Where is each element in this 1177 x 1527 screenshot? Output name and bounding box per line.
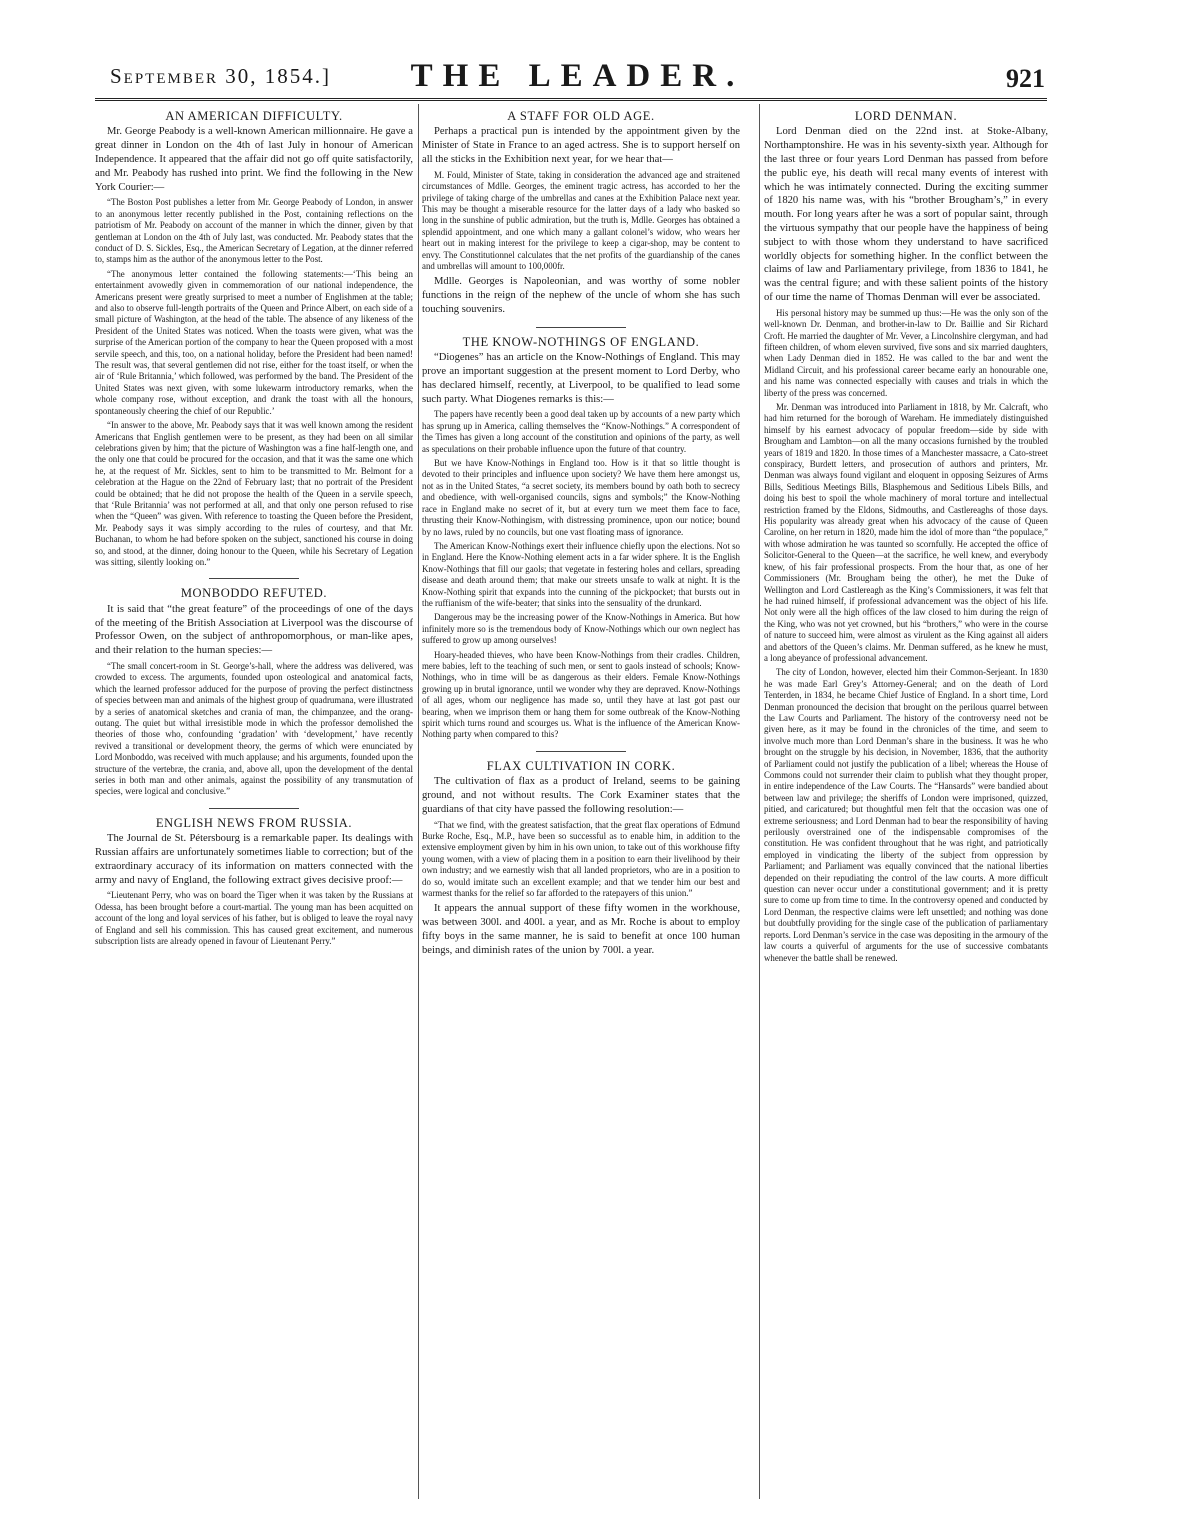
column-3	[764, 107, 1048, 1507]
column-2	[422, 107, 740, 1507]
article-title-staff: A STAFF FOR OLD AGE.	[507, 109, 655, 123]
american-quote-2: “The anonymous letter contained the following statements:—‘This being an entertainment avowedly given in commemoration of our national independence, the Americans present were greatly surprised to meet a number of Englishmen at the table; and also to observe full-length portraits of the Queen and Prince Albert, on each side of a small picture of Washington, at the head of the table. The absence of any likeness of the President of the United States was noticed. When the toasts were given, what was the surprise of the American portion of the company to hear the Queen proposed with a most servile speech, and this, too, on a national holiday, before the President had been named! The result was, that several gentlemen did not rise, either for the toast itself, or when the air of ‘Rule Britannia,’ which followed, was performed by the band. The President of the United States was next given, with some lukewarm introductory remarks, when the whole company rose, without exception, and drank the toast with all the honours, spontaneously cheering the chief of our Republic.’	[95, 268, 413, 416]
article-separator	[209, 808, 299, 809]
monboddo-quote: “The small concert-room in St. George’s-hall, where the address was delivered, was crowded to excess. The arguments, founded upon osteological and anatomical facts, which the learned professor adduced for the purpose of proving the perfect distinctness of species between man and animals of the highest group of quadrumana, were illustrated by a series of anatomical sketches and crania of man, the chimpanzee, and the orang-outang. The quiet but withal irresistible mode in which the professor demolished the theories of those who, confounding ‘gradation’ with ‘development,’ have recently revived a transitional or development theory, the germs of which were enunciated by Lord Monboddo, was received with much applause; and his arguments, founded upon the structure of the vertebræ, the crania, and, above all, upon the development of the dental series in both man and other animals, against the possibility of any transmutation of species, were logical and conclusive.”	[95, 660, 413, 797]
know-nothings-quote-5: Hoary-headed thieves, who have been Know-Nothings from their cradles. Children, mere babies, left to the teaching of such men, or sent to gaols instead of schools; Know-Nothings, who in time will be as dangerous as their elders. Female Know-Nothings growing up in brutal ignorance, until we wonder why they are depraved. Know-Nothings of all ages, whom our negligence has made so, until they have at last got past our bearing, when we imprison them or hang them for some outbreak of the Know-Nothing spirit which turns round and scourges us. What is the influence of the American Know-Nothing party when compared to this?	[422, 649, 740, 740]
denman-paragraph-1: Lord Denman died on the 22nd inst. at Stoke-Albany, Northamptonshire. He was in his seventy-sixth year. Although for the last three or four years Lord Denman has passed from before the public eye, his death will recal many events of interest with which he was intimately connected. During the exciting summer of 1820 his name was, with his “brother Brougham’s,” in every mouth. For long years after he was a sort of popular saint, through the virtuous sympathy that our people have the happiness of being subject to with those whom they understand to have sacrificed worldly objects for something higher. In the conflict between the claims of law and Parliamentary privilege, from 1836 to 1841, he was the central figure; and with these salient points of the history of our time the name of Thomas Denman will ever be associated.	[764, 126, 1048, 303]
issue-date: September 30, 1854.]	[110, 64, 332, 88]
american-quote-3: “In answer to the above, Mr. Peabody says that it was well known among the resident Americans that English gentlemen were to be present, as they had been on all similar celebrations given by him; that the picture of Washington was a fine half-length one, and the only one that could be procured for the occasion, and that it was the same one which he, at the request of Mr. Sickles, sent to him to be transmitted to Mr. Belmont for a celebration at the Hague on the 22nd of February last; that no portrait of the President could be obtained; that he did not propose the health of the Queen in a servile speech, that ‘Rule Britannia’ was not performed at all, and that only one person refused to rise when the “Queen” was given. With reference to toasting the Queen before the President, Mr. Peabody says it was simply according to the rules of courtesy, and that Mr. Buchanan, to whom he had before spoken on the subject, sanctioned his course in doing so, and stood, at the dinner, doing honour to the Queen, while his Secretary of Legation was sitting, silently looking on.”	[95, 420, 413, 567]
denman-paragraph-2: His personal history may be summed up thus:—He was the only son of the well-known Dr. Denman, and brother-in-law to Dr. Baillie and Sir Richard Croft. He married the daughter of Mr. Vever, a Lincolnshire clergyman, and had fifteen children, of whom eleven survived, five sons and six married daughters, when Lady Denman died in 1852. He was called to the bar and went the Midland Circuit, and his professional career became early an honourable one, and his name was connected especially with causes and trials in which the liberty of the press was concerned.	[764, 307, 1048, 398]
staff-outro: Mdlle. Georges is Napoleonian, and was worthy of some nobler functions in the reign of the nephew of the uncle of whom she has such touching souvenirs.	[422, 276, 740, 316]
column-1	[95, 107, 413, 1507]
flax-outro: It appears the annual support of these fifty women in the workhouse, was between 300l. and 400l. a year, and as Mr. Roche is about to employ fifty boys in the same manner, he is said to benefit at once 100 human beings, and diminish rates of the union by 700l. a year.	[422, 903, 740, 956]
article-title-monboddo: MONBODDO REFUTED.	[180, 586, 328, 601]
article-separator	[536, 327, 626, 328]
american-quote-1: “The Boston Post publishes a letter from Mr. George Peabody of London, in answer to an anonymous letter recently published in the Post, containing reflections on the patriotism of Mr. Peabody on account of the manner in which the dinner, given by that gentleman at London on the 4th of July last, was conducted. Mr. Peabody states that the conduct of D. S. Sickles, Esq., the American Secretary of Legation, at the dinner referred to, stamps him as the author of the anonymous letter to the Post.	[95, 197, 413, 265]
know-nothings-quote-3: The American Know-Nothings exert their influence chiefly upon the elections. Not so in England. Here the Know-Nothing element acts in a far wider sphere. It is the English Know-Nothings that fill our gaols; that vegetate in festering holes and cellars, spreading disease and death around them; that make our streets unsafe to walk at night. It is the Know-Nothing spirit that expands into the cunning of the pickpocket; that bursts out in the ruffianism of the wife-beater; that sinks into the sensuality of the drunkard.	[422, 540, 740, 608]
monboddo-intro: It is said that “the great feature” of the proceedings of one of the days of the meeting of the British Association at Liverpool was the discourse of Professor Owen, on the subject of anthropomorphous, or man-like apes, and their relation to the human species:—	[95, 603, 413, 657]
article-title-american-difficulty: AN AMERICAN DIFFICULTY.	[165, 109, 343, 123]
column-divider-2	[759, 104, 760, 1499]
russia-intro: The Journal de St. Pétersbourg is a remarkable paper. Its dealings with Russian affairs are unfortunately sometimes liable to correction; but of the extraordinary accuracy of its information on matters connected with the army and navy of England, the following extract gives decisive proof:—	[95, 833, 413, 886]
article-separator	[536, 751, 626, 752]
article-separator	[209, 578, 299, 579]
know-nothings-intro: “Diogenes” has an article on the Know-Nothings of England. This may prove an important suggestion at the present moment to Lord Derby, who has declared himself, recently, at Liverpool, to be qualified to lead some such party. What Diogenes remarks is this:—	[422, 352, 740, 405]
page-number: 921	[1006, 64, 1045, 93]
denman-paragraph-4: The city of London, however, elected him their Common-Serjeant. In 1830 he was made Earl Grey’s Attorney-General; and on the death of Lord Tenterden, in 1834, he became Chief Justice of England. In a short time, Lord Denman pronounced the decision that brought on the perilous quarrel between the Law Courts and Parliament. The history of the controversy need not be given here, as it may be found in the chronicles of the time, and seem to involve much more than Lord Denman’s share in the business. It was he who brought on the struggle by his decision, in November, 1836, that the authority of Parliament could not justify the publication of a libel; whereas the House of Commons could not surrender their claim to publish what they thought proper, in entire independence of the Law Courts. The “Hansards” were bandied about between law and privilege; the sheriffs of London were imprisoned, quizzed, pitied, and caricatured; but thoughtful men felt that the occasion was one of extreme seriousness; and Lord Denman had to bear the responsibility of having perilously overstrained one of the indispensable compromises of the constitution. He was confident throughout that he was right, and patriotically employed in vindicating the liberty of the subject from oppression by Parliament; and Parliament was equally convinced that the national liberties depended on their repudiating the control of the law courts. A more difficult question can never occur under a constitutional government; and it is pretty sure to come up from time to time. In the controversy opened and conducted by Lord Denman, the respective claims were left unsettled; and nothing was done but doubtfully providing for the single case of the publication of parliamentary reports. Lord Denman’s service in the case was depositing in the armoury of the law courts a quiverful of arguments for the use of successive combatants whenever the battle shall be renewed.	[764, 667, 1048, 963]
staff-quote: M. Fould, Minister of State, taking in consideration the advanced age and straitened circumstances of Mdlle. Georges, the eminent tragic actress, has accorded to her the privilege of taking charge of the umbrellas and canes at the Exhibition Palace next year. This may be thought a miserable resource for the latter days of a lady who basked so long in the sunshine of public admiration, but the truth is, Mdlle. Georges has obtained a splendid appointment, and one which many a gallant colonel’s widow, who wears her heart out in making interest for the privilege to keep a cigar-shop, may be content to envy. The Constitutionnel calculates that the net profits of the guardianship of the canes and umbrellas will amount to 100,000fr.	[422, 169, 740, 272]
article-title-russia: ENGLISH NEWS FROM RUSSIA.	[155, 815, 353, 830]
know-nothings-quote-1: The papers have recently been a good deal taken up by accounts of a new party which has sprung up in America, calling themselves the “Know-Nothings.” A correspondent of the Times has given a long account of the constitution and opinions of the party, as well as speculations on their probable influence upon the future of that country.	[422, 409, 740, 454]
article-title-lord-denman: LORD DENMAN.	[854, 109, 958, 123]
american-intro: Mr. George Peabody is a well-known American millionnaire. He gave a great dinner in London on the 4th of last July in honour of American Independence. It appeared that the affair did not go off quite satisfactorily, and Mr. Peabody has rushed into print. We find the following in the New York Courier:—	[95, 126, 413, 193]
masthead	[110, 58, 1045, 98]
header-rule	[95, 98, 1047, 104]
article-title-flax: FLAX CULTIVATION IN CORK.	[486, 758, 676, 773]
know-nothings-quote-2: But we have Know-Nothings in England too. How is it that so little thought is devoted to their principles and influence upon society? We have them here amongst us, not as in the United States, “a secret society, its members bound by oath both to secrecy and obedience, with well-organised councils, signs and symbols;” the Know-Nothing race in England make no secret of it, but at every turn we meet them face to face, thrusting their Know-Nothingism, with distressing prominence, upon our notice; bound by no laws, ruled by no councils, but one vast floating mass of ignorance.	[422, 458, 740, 537]
flax-quote: “That we find, with the greatest satisfaction, that the great flax operations of Edmund Burke Roche, Esq., M.P., have been so successful as to enable him, in addition to the extensive employment given by him in his own union, to take out of this workhouse fifty young women, with a view of placing them in a position to earn their livelihood by their own industry; and we earnestly wish that all landed proprietors, who are in a position to do so, would imitate such an excellent example; and that we tender him our best and warmest thanks for the relief so far afforded to the ratepayers of this union.”	[422, 819, 740, 899]
article-title-know-nothings: THE KNOW-NOTHINGS OF ENGLAND.	[462, 334, 700, 349]
russia-quote: “Lieutenant Perry, who was on board the Tiger when it was taken by the Russians at Odessa, has been brought before a court-martial. The young man has been acquitted on account of the long and loyal services of his father, but is obliged to leave the royal navy of England and sell his commission. This has caused great excitement, and numerous subscription lists are already opened in favour of Lieutenant Perry.”	[95, 890, 413, 947]
know-nothings-quote-4: Dangerous may be the increasing power of the Know-Nothings in America. But how infinitely more so is the tremendous body of Know-Nothings which our own neglect has suffered to grow up among ourselves!	[422, 612, 740, 646]
column-divider-1	[418, 104, 419, 1499]
flax-intro: The cultivation of flax as a product of Ireland, seems to be gaining ground, and not without results. The Cork Examiner states that the guardians of that city have passed the following resolution:—	[422, 776, 740, 815]
newspaper-title: THE LEADER.	[410, 58, 745, 94]
staff-intro: Perhaps a practical pun is intended by the appointment given by the Minister of State in France to an aged actress. She is to support herself on all the sticks in the Exhibition next year, for we hear that—	[422, 126, 740, 165]
denman-paragraph-3: Mr. Denman was introduced into Parliament in 1818, by Mr. Calcraft, who had him returned for the borough of Wareham. He immediately distinguished himself by his earnest advocacy of popular freedom—side by side with Brougham and Lambton—on all the many occasions furnished by the troubled years of 1819 and 1820. In those times of a Manchester massacre, a Cato-street conspiracy, Burdett letters, and prosecution of authors and printers, Mr. Denman was always found vigilant and eloquent in opposing Seizures of Arms Bills, Seditious Meetings Bills, Blasphemous and Seditious Libels Bills, and doing his best to spoil the whole machinery of moral torture and intellectual restriction framed by the Eldons, Sidmouths, and Castlereaghs of those days. His popularity was already great when his advocacy of the cause of Queen Caroline, on her return in 1820, made him the idol of more than “the populace,” with whose admiration he was taunted so scornfully. He accepted the office of Solicitor-General to the Queen—at the sacrifice, he well knew, and everybody knew, of his fair professional prospects. From the hour that, as one of her Commissioners (Mr. Brougham being the other), he met the Duke of Wellington and Lord Castlereagh as the King’s Commissioners, it was felt that he had ruined himself, if professional advancement was the object of his life. Not only were all the high offices of the law closed to him during the reign of the King, who was not yet crowned, but his “brothers,” who were in the course of nature to succeed him, were almost as virulent as the King against all aiders and abettors of the Queen’s claims. Mr. Denman suffered, as he knew he must, a long abeyance of professional advancement.	[764, 402, 1048, 663]
